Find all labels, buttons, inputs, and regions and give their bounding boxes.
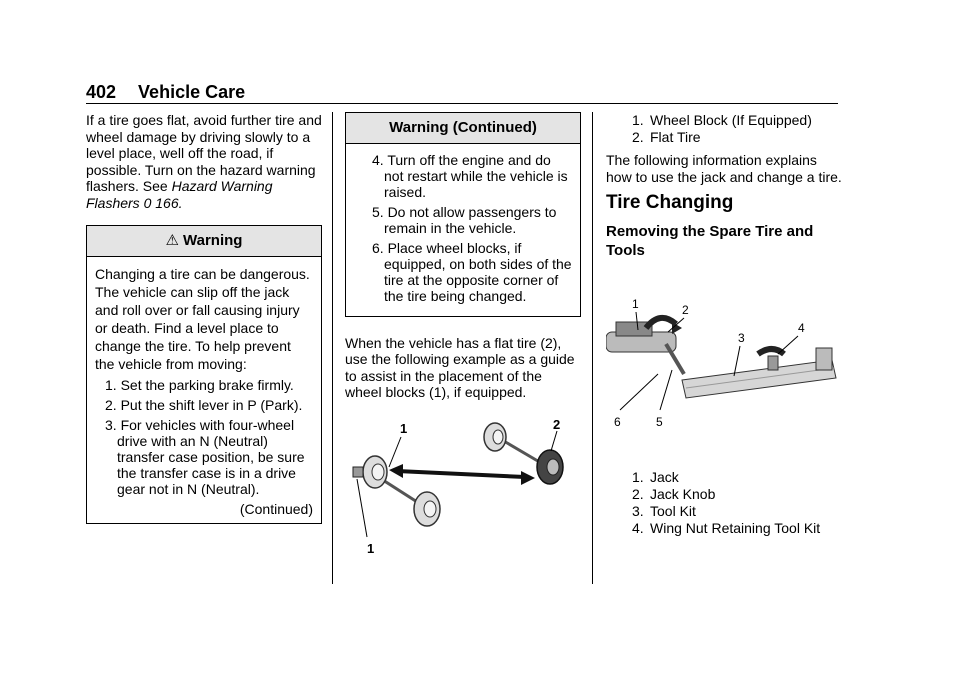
warning-steps: [354, 152, 572, 304]
spare-tire-subheading: Removing the Spare Tire and Tools: [606, 222, 814, 259]
wheel-block-figure: [345, 417, 581, 557]
warning-continued-header: Warning (Continued): [346, 113, 580, 144]
callout-5: 5: [656, 414, 663, 429]
legend-item: 3. Tool Kit: [632, 503, 696, 519]
callout-line: [620, 374, 658, 410]
section-title: Vehicle Care: [138, 82, 246, 102]
legend-item: 2. Flat Tire: [632, 129, 701, 145]
bottom-figure-legend: [606, 469, 842, 537]
callout-line: [778, 336, 798, 354]
column-1: [86, 112, 322, 524]
callout-2: 2: [553, 416, 561, 432]
warning-step: 2. Put the shift lever in P (Park).: [105, 396, 303, 413]
callout-6: 6: [614, 414, 621, 429]
callout-line: [660, 370, 672, 410]
intro-paragraph: If a tire goes flat, avoid further tire and wheel damage by driving slowly to a level place, well off the road, if possible. Turn on the hazard warning flashers. See Hazard Warning Flashers 0 166.: [86, 112, 322, 211]
column-divider: [332, 112, 333, 584]
column-3: [606, 112, 842, 537]
callout-4: 4: [798, 320, 805, 335]
page-number: 402: [86, 82, 117, 102]
warning-step: 1. Set the parking brake firmly.: [105, 376, 294, 393]
column-divider: [592, 112, 593, 584]
jack-info-paragraph: The following information explains how to use the jack and change a tire.: [606, 152, 842, 185]
page-ref: 0 166.: [139, 194, 183, 211]
tool-kit-illustration: [682, 348, 836, 398]
top-figure-legend: [606, 112, 842, 146]
warning-step: 4. Turn off the engine and do not restart while the vehicle is raised.: [372, 151, 568, 200]
callout-1-top: 1: [400, 420, 408, 436]
warning-step: 5. Do not allow passengers to remain in the vehicle.: [372, 203, 557, 236]
callout-1: 1: [632, 296, 639, 311]
warning-steps: [95, 377, 313, 497]
callout-line: [551, 431, 557, 451]
diagonal-arrow: [389, 464, 535, 485]
continued-label: (Continued): [239, 500, 313, 517]
jack-illustration: [606, 317, 684, 373]
warning-body: [87, 257, 321, 524]
legend-item: 2. Jack Knob: [632, 486, 716, 502]
callout-line: [389, 437, 401, 467]
warning-text: Changing a tire can be dangerous. The vehicle can slip off the jack and roll over or fall causing injury or death. Find a level place to change the tire. To help prevent the vehicle from moving:: [95, 265, 310, 372]
callout-line: [357, 479, 367, 537]
legend-item: 1. Jack: [632, 469, 679, 485]
column-2: [345, 112, 581, 560]
callout-2: 2: [682, 302, 689, 317]
warning-step: 3. For vehicles with four-wheel drive with an N (Neutral) transfer case position, be sure the transfer case is in a drive gear not in N (Neutral).: [105, 416, 305, 497]
callout-line: [734, 346, 740, 376]
hazard-flashers-link[interactable]: Hazard Warning Flashers: [86, 178, 273, 211]
tire-changing-heading: Tire Changing: [606, 192, 734, 213]
legend-item: 4. Wing Nut Retaining Tool Kit: [632, 520, 821, 536]
warning-step: 6. Place wheel blocks, if equipped, on both sides of the tire at the opposite corner of the tire being changed.: [372, 239, 572, 304]
warning-triangle-icon: ⚠: [165, 232, 179, 249]
callout-1-bottom: 1: [367, 540, 375, 556]
wheel-block-shape: [353, 467, 363, 477]
warning-box: [86, 225, 322, 524]
warning-continued-body: [346, 144, 580, 316]
callout-3: 3: [738, 330, 745, 345]
warning-header: ⚠ Warning: [87, 226, 321, 257]
header-rule: [86, 103, 838, 104]
flat-tire-paragraph: When the vehicle has a flat tire (2), use the following example as a guide to assist in the placement of the wheel blocks (1), if equipped.: [345, 334, 575, 400]
warning-continued-box: [345, 112, 581, 317]
page-header: [86, 82, 245, 103]
legend-item: 1. Wheel Block (If Equipped): [632, 112, 812, 128]
jack-tools-figure: [606, 284, 842, 454]
